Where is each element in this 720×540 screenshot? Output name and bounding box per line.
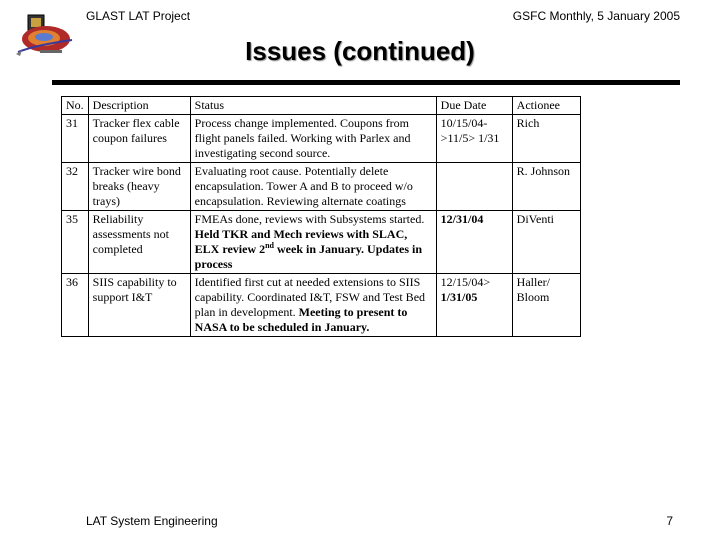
col-header-actionee: Actionee: [512, 97, 580, 115]
status-highlight-a: Held TKR and Mech reviews with SLAC, ELX review 2: [194, 227, 408, 256]
cell-no: 31: [62, 115, 89, 163]
cell-description: Tracker flex cable coupon failures: [88, 115, 190, 163]
cell-due-date: [436, 163, 512, 211]
table-header-row: [62, 97, 581, 115]
table-row: [62, 163, 581, 211]
cell-actionee: Rich: [512, 115, 580, 163]
page-number: 7: [666, 514, 673, 528]
page-title: Issues (continued): [245, 36, 475, 66]
table-row: [62, 211, 581, 274]
due-date-original: 12/15/04>: [440, 275, 491, 289]
cell-status: Evaluating root cause. Potentially delete encapsulation. Tower A and B to proceed w/o encapsulation. Reviewing alternate coatings: [190, 163, 436, 211]
cell-due-date: 12/31/04: [436, 211, 512, 274]
col-header-due-date: Due Date: [436, 97, 512, 115]
cell-actionee: Haller/ Bloom: [512, 274, 580, 337]
cell-description: Tracker wire bond breaks (heavy trays): [88, 163, 190, 211]
header-project: GLAST LAT Project: [86, 9, 191, 23]
due-date-revised: 1/31/05: [440, 290, 478, 304]
footer-org: LAT System Engineering: [86, 514, 218, 528]
cell-no: 35: [62, 211, 89, 274]
cell-due-date: 10/15/04->11/5> 1/31: [436, 115, 512, 163]
table-row: [62, 115, 581, 163]
cell-description: Reliability assessments not completed: [88, 211, 190, 274]
status-text: FMEAs done, reviews with Subsystems started.: [194, 212, 425, 226]
cell-description: SIIS capability to support I&T: [88, 274, 190, 337]
col-header-description: Description: [88, 97, 190, 115]
cell-actionee: R. Johnson: [512, 163, 580, 211]
col-header-status: Status: [190, 97, 436, 115]
status-text: Identified first cut at needed extensions to SIIS capability. Coordinated I&T, FSW and Test Bed plan in development.: [194, 275, 426, 319]
cell-status: Process change implemented. Coupons from flight panels failed. Working with Parlex and investigating second source.: [190, 115, 436, 163]
issues-table: [61, 96, 581, 337]
ordinal-suffix: nd: [265, 241, 275, 250]
cell-actionee: DiVenti: [512, 211, 580, 274]
header-meeting: GSFC Monthly, 5 January 2005: [512, 9, 680, 23]
col-header-no: No.: [62, 97, 89, 115]
table-row: [62, 274, 581, 337]
status-highlight: Meeting to present to NASA to be scheduled in January.: [194, 305, 408, 334]
title-rule: [52, 80, 680, 85]
cell-no: 36: [62, 274, 89, 337]
status-highlight: [195, 227, 422, 271]
cell-status: [190, 211, 436, 274]
status-highlight-b: week in January. Updates in process: [194, 242, 423, 271]
cell-no: 32: [62, 163, 89, 211]
cell-status: [190, 274, 436, 337]
cell-due-date: [436, 274, 512, 337]
